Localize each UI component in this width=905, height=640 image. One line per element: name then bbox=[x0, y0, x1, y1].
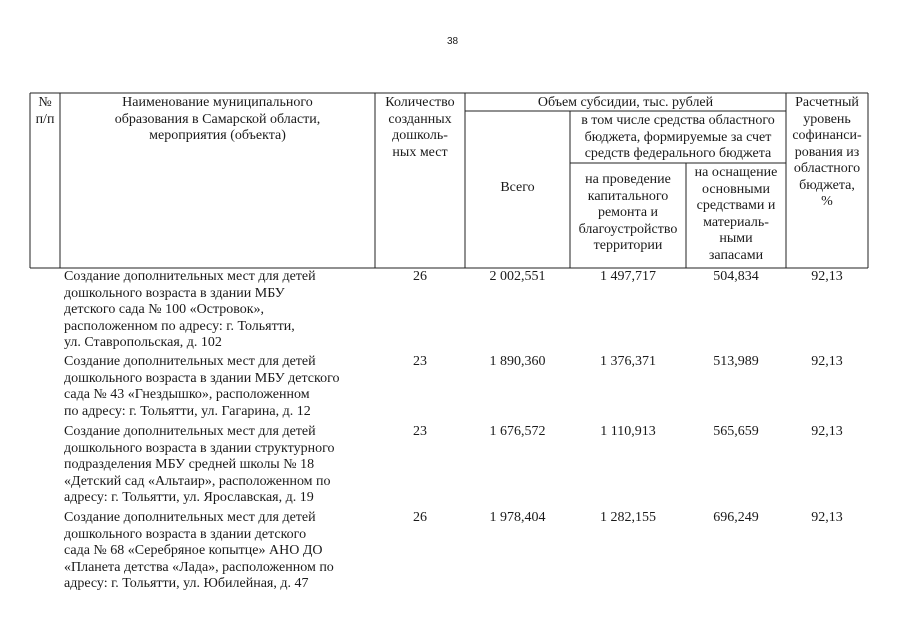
row-equip: 696,249 bbox=[713, 510, 759, 525]
row-level: 92,13 bbox=[811, 354, 843, 369]
header-name: Наименование муниципального образования в Самарской области, мероприятия (объекта) bbox=[114, 95, 321, 143]
row-name: Создание дополнительных мест для детей дошкольного возраста в здании МБУ детского сада № 100 «Островок», расположенном по адресу: г. Тольятти, ул. Ставропольская, д. 102 bbox=[64, 269, 316, 350]
row-equip: 504,834 bbox=[713, 269, 759, 284]
header-num: № п/п bbox=[35, 95, 55, 127]
row-repair: 1 110,913 bbox=[600, 424, 656, 439]
row-total: 2 002,551 bbox=[489, 269, 546, 284]
row-count: 26 bbox=[413, 269, 427, 284]
row-total: 1 676,572 bbox=[489, 424, 546, 439]
row-total: 1 978,404 bbox=[489, 510, 546, 525]
row-count: 23 bbox=[413, 354, 427, 369]
header-incl: в том числе средства областного бюджета, формируемые за счет средств федерального бюджета bbox=[581, 113, 775, 161]
row-repair: 1 282,155 bbox=[600, 510, 656, 525]
header-count: Количество созданных дошколь- ных мест bbox=[385, 95, 455, 160]
header-equip: на оснащение основными средствами и материаль- ными запасами bbox=[694, 165, 778, 263]
row-total: 1 890,360 bbox=[489, 354, 546, 369]
row-name: Создание дополнительных мест для детей дошкольного возраста в здании МБУ детского сада № 43 «Гнездышко», расположенном по адресу: г. Тольятти, ул. Гагарина, д. 12 bbox=[64, 354, 340, 419]
row-level: 92,13 bbox=[811, 510, 843, 525]
row-count: 23 bbox=[413, 424, 427, 439]
row-repair: 1 376,371 bbox=[600, 354, 656, 369]
row-name: Создание дополнительных мест для детей дошкольного возраста в здании структурного подразделения МБУ средней школы № 18 «Детский сад «Альтаир», расположенном по адресу: г. Тольятти, ул. Ярославская, д. 19 bbox=[64, 424, 335, 505]
header-level: Расчетный уровень софинанси- рования из областного бюджета, % bbox=[792, 95, 862, 209]
row-level: 92,13 bbox=[811, 269, 843, 284]
row-equip: 513,989 bbox=[713, 354, 759, 369]
header-total: Всего bbox=[500, 180, 535, 195]
row-repair: 1 497,717 bbox=[600, 269, 656, 284]
page-number: 38 bbox=[446, 36, 459, 47]
row-name: Создание дополнительных мест для детей дошкольного возраста в здании детского сада № 68 «Серебряное копытце» АНО ДО «Планета детства «Лада», расположенном по адресу: г. Тольятти, ул. Юбилейная, д. 47 bbox=[64, 510, 334, 591]
row-count: 26 bbox=[413, 510, 427, 525]
header-subsidy: Объем субсидии, тыс. рублей bbox=[537, 95, 714, 110]
header-repair: на проведение капитального ремонта и благоустройство территории bbox=[578, 172, 678, 253]
row-equip: 565,659 bbox=[713, 424, 759, 439]
row-level: 92,13 bbox=[811, 424, 843, 439]
